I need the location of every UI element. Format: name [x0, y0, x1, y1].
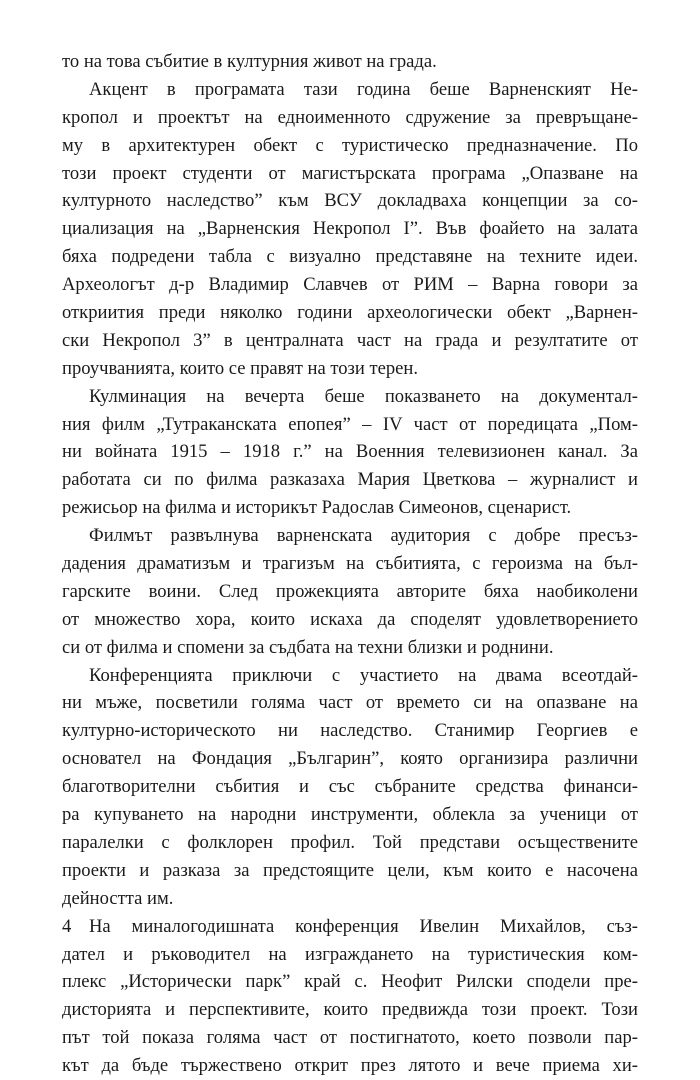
text-line: дисторията и перспективите, които предвижда този проект. Този [62, 999, 638, 1021]
text-line: Археологът д-р Владимир Славчев от РИМ – Варна говори за [62, 274, 638, 296]
text-line: Конференцията приключи с участието на двама всеотдай- [89, 664, 638, 686]
text-line: от множество хора, които искаха да споделят удовлетворението [62, 608, 638, 630]
text-line: ни войната 1915 – 1918 г.” на Военния телевизионен канал. За [62, 441, 638, 463]
text-line: паралелки с фолклорен профил. Той представи осъществените [62, 831, 638, 853]
page-number: 4 [62, 916, 72, 937]
text-line: кът да бъде тържествено открит през лятото и вече приема хи- [62, 1055, 638, 1077]
text-line: този проект студенти от магистърската програма „Опазване на [62, 162, 638, 184]
text-line: дейността им. [62, 887, 174, 909]
text-line: проучванията, които се правят на този терен. [62, 357, 419, 379]
text-line: благотворителни събития и със събраните средства финанси- [62, 776, 638, 798]
text-line: циализация на „Варненския Некропол I”. Във фоайето на залата [62, 218, 638, 240]
text-line: На миналогодишната конференция Ивелин Михайлов, съз- [89, 915, 638, 937]
text-line: Кулминация на вечерта беше показването на документал- [89, 385, 638, 407]
text-line: дател и ръководител на изграждането на туристическия ком- [62, 943, 638, 965]
text-line: му в архитектурен обект с туристическо предназначение. По [62, 134, 638, 156]
text-line: ни мъже, посветили голяма част от времето си на опазване на [62, 692, 638, 714]
text-line: режисьор на филма и историкът Радослав Симеонов, сценарист. [62, 497, 572, 519]
text-line: културно-историческото ни наследство. Станимир Георгиев е [62, 720, 638, 742]
text-line: бяха подредени табла с визуално представяне на техните идеи. [62, 246, 638, 268]
text-line: културното наследство” към ВСУ докладваха концепции за со- [62, 190, 638, 212]
text-line: Акцент в програмата тази година беше Варненският Не- [89, 78, 638, 100]
text-line: Филмът развълнува варненската аудитория с добре пресъз- [89, 525, 638, 547]
text-line: ски Некропол 3” в централната част на града и резултатите от [62, 329, 638, 351]
text-line: работата си по филма разказаха Мария Цветкова – журналист и [62, 469, 638, 491]
text-line: откриития преди няколко години археологически обект „Варнен- [62, 302, 638, 324]
text-line: то на това събитие в културния живот на града. [62, 51, 437, 72]
text-line: проекти и разказа за предстоящите цели, към които е насочена [62, 859, 638, 881]
text-line: ния филм „Тутраканската епопея” – IV част от поредицата „Пом- [62, 413, 638, 435]
text-line: ра купуването на народни инструменти, облекла за ученици от [62, 804, 638, 826]
text-line: плекс „Исторически парк” край с. Неофит Рилски сподели пре- [62, 971, 638, 993]
text-line: дадения драматизъм и трагизъм на събитията, с героизма на бъл- [62, 553, 638, 575]
text-line: основател на Фондация „Българин”, която организира различни [62, 748, 638, 770]
text-line: си от филма и спомени за съдбата на техни близки и роднини. [62, 636, 554, 658]
text-line: гарските воини. След прожекцията авторите бяха наобиколени [62, 580, 638, 602]
page-body [62, 48, 638, 1080]
text-line: път той показа голяма част от постигнатото, което позволи пар- [62, 1027, 638, 1049]
text-line: кропол и проектът на едноименното сдружение за превръщане- [62, 106, 638, 128]
